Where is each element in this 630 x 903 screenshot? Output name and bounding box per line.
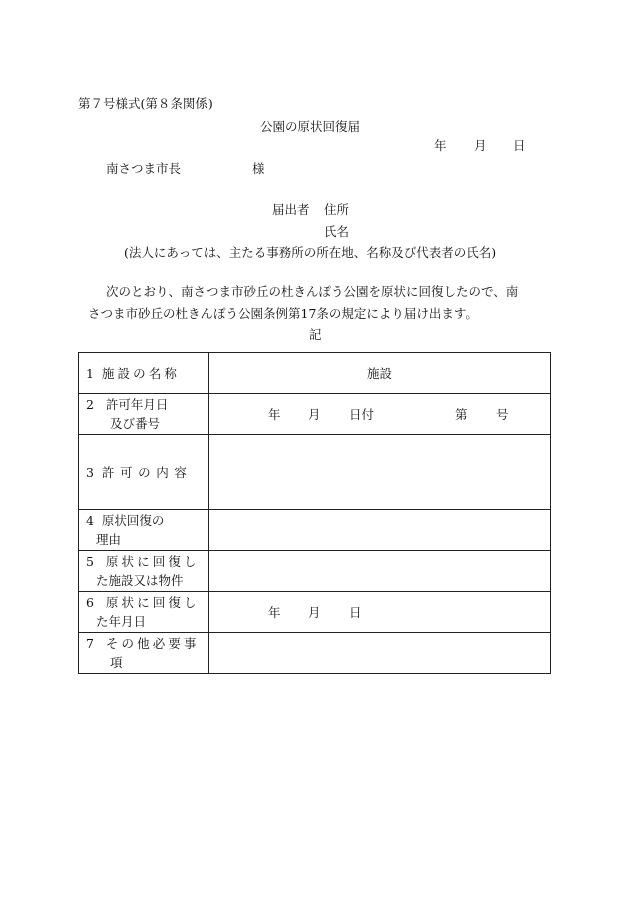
row2-num: 2 <box>86 397 94 412</box>
document-title: 公園の原状回復届 <box>260 119 361 134</box>
table-row <box>79 551 551 592</box>
row4-label-line1: 原状回復の <box>101 513 165 528</box>
row1-label-cell <box>79 353 209 394</box>
row1-value-cell[interactable] <box>209 353 551 394</box>
row4-label-cell <box>79 510 209 551</box>
row3-value-cell[interactable] <box>209 435 551 510</box>
form-number: 第７号様式(第８条関係) <box>78 96 213 111</box>
row1-num: 1 <box>86 365 94 381</box>
date-month: 月 <box>474 138 487 153</box>
row2-label-line2: 及び番号 <box>110 416 161 431</box>
row6-num: 6 <box>86 595 94 610</box>
row6-year: 年 <box>268 605 281 620</box>
row4-label-line2: 理由 <box>96 532 122 547</box>
row6-month: 月 <box>308 605 321 620</box>
row2-year: 年 <box>268 407 281 422</box>
body-line-1: 次のとおり、南さつま市砂丘の杜きんぽう公園を原状に回復したので、南 <box>106 284 519 299</box>
row7-value-cell[interactable] <box>209 633 551 674</box>
addressee-honorific: 様 <box>252 161 265 176</box>
row2-dai: 第 <box>455 407 468 422</box>
row5-label-line2: た施設又は物件 <box>96 573 184 588</box>
row2-go: 号 <box>496 407 509 422</box>
table-row <box>79 435 551 510</box>
row7-label-cell <box>79 633 209 674</box>
applicant-address-label: 住所 <box>324 202 350 217</box>
row3-num: 3 <box>86 464 94 480</box>
form-table <box>78 352 551 674</box>
row2-month: 月 <box>308 407 321 422</box>
row2-day: 日付 <box>349 407 375 422</box>
row6-label-line2: た年月日 <box>96 614 147 629</box>
table-row <box>79 510 551 551</box>
row5-value-cell[interactable] <box>209 551 551 592</box>
row5-label-line1: 原状に回復し <box>105 554 200 569</box>
date-year: 年 <box>434 138 447 153</box>
applicant-note: (法人にあっては、主たる事務所の所在地、名称及び代表者の氏名) <box>124 245 497 260</box>
applicant-label: 届出者 <box>272 202 310 217</box>
table-row <box>79 353 551 394</box>
row6-label-line1: 原状に回復し <box>105 595 200 610</box>
table-row <box>79 633 551 674</box>
row7-label-line2: 項 <box>110 655 123 670</box>
row5-num: 5 <box>86 554 94 569</box>
date-day: 日 <box>513 138 526 153</box>
row6-value-cell[interactable] <box>209 592 551 633</box>
row3-label: 許可の内容 <box>101 464 193 480</box>
applicant-name-label: 氏名 <box>324 224 350 239</box>
ki-heading: 記 <box>309 327 322 342</box>
row6-day: 日 <box>349 605 362 620</box>
row4-value-cell[interactable] <box>209 510 551 551</box>
body-line-2: さつま市砂丘の杜きんぽう公園条例第17条の規定により届け出ます。 <box>88 306 478 321</box>
row4-num: 4 <box>86 513 94 528</box>
row7-label-line1: その他必要事 <box>105 636 200 651</box>
row2-value-cell[interactable] <box>209 394 551 435</box>
row1-label: 施設の名称 <box>101 365 181 381</box>
row6-label-cell <box>79 592 209 633</box>
row3-label-cell <box>79 435 209 510</box>
addressee-name: 南さつま市長 <box>106 161 182 176</box>
row7-num: 7 <box>86 636 94 651</box>
body-paragraph <box>88 281 558 325</box>
row2-label-cell <box>79 394 209 435</box>
table-row <box>79 592 551 633</box>
row5-label-cell <box>79 551 209 592</box>
row2-label-line1: 許可年月日 <box>105 397 169 412</box>
row1-value: 施設 <box>366 366 392 381</box>
table-row <box>79 394 551 435</box>
